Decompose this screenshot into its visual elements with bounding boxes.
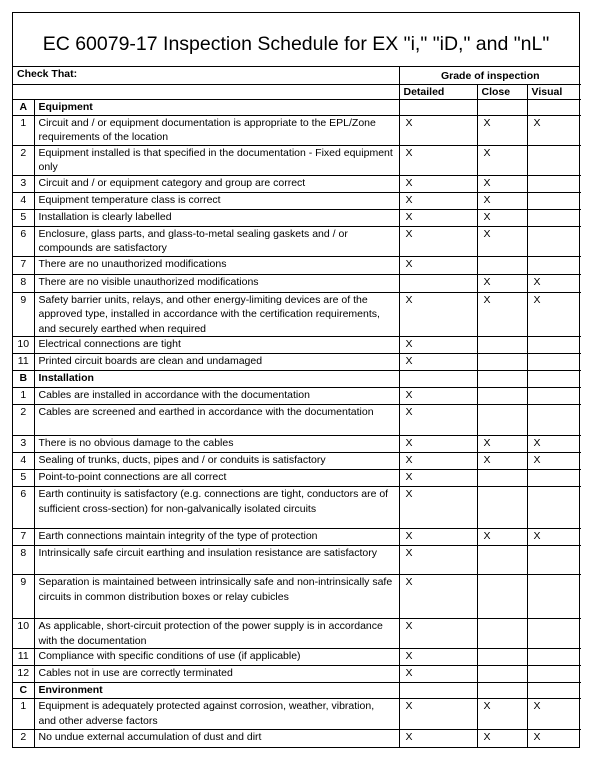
section-cell-visual [527, 371, 581, 388]
detailed-mark: X [399, 529, 477, 546]
detailed-mark: X [399, 145, 477, 175]
visual-mark: X [527, 529, 581, 546]
close-mark [477, 354, 527, 371]
item-number: 4 [13, 453, 34, 470]
table-row [13, 175, 581, 192]
detailed-mark: X [399, 453, 477, 470]
item-number: 6 [13, 487, 34, 529]
close-mark: X [477, 115, 527, 145]
grade-of-inspection-header: Grade of inspection [399, 67, 581, 84]
item-number: 10 [13, 337, 34, 354]
close-mark: X [477, 730, 527, 747]
table-row [13, 470, 581, 487]
table-row [13, 209, 581, 226]
visual-mark [527, 649, 581, 666]
item-description: Compliance with specific conditions of use (if applicable) [34, 649, 399, 666]
item-description: There are no unauthorized modifications [34, 256, 399, 274]
table-row [13, 453, 581, 470]
item-number: 2 [13, 405, 34, 436]
section-cell-close [477, 683, 527, 699]
item-description: Electrical connections are tight [34, 337, 399, 354]
item-description: Intrinsically safe circuit earthing and insulation resistance are satisfactory [34, 546, 399, 575]
visual-mark [527, 405, 581, 436]
header-row-columns [13, 84, 581, 100]
visual-mark [527, 256, 581, 274]
detailed-mark: X [399, 115, 477, 145]
item-number: 11 [13, 649, 34, 666]
item-number: 10 [13, 619, 34, 649]
check-that-label: Check That: [13, 67, 399, 84]
detailed-mark: X [399, 192, 477, 209]
item-number: 1 [13, 388, 34, 405]
item-number: 2 [13, 730, 34, 747]
close-mark [477, 666, 527, 683]
visual-mark [527, 388, 581, 405]
table-row [13, 436, 581, 453]
item-description: Equipment is adequately protected against corrosion, weather, vibration, and other adverse factors [34, 699, 399, 730]
item-number: 9 [13, 292, 34, 337]
visual-mark [527, 226, 581, 256]
detailed-mark: X [399, 575, 477, 619]
item-description: No undue external accumulation of dust and dirt [34, 730, 399, 747]
close-mark [477, 619, 527, 649]
col-detailed-header: Detailed [399, 84, 477, 100]
table-row [13, 649, 581, 666]
section-cell-detailed [399, 100, 477, 116]
section-letter: C [13, 683, 34, 699]
visual-mark [527, 337, 581, 354]
visual-mark: X [527, 699, 581, 730]
visual-mark [527, 145, 581, 175]
detailed-mark: X [399, 487, 477, 529]
item-description: Earth continuity is satisfactory (e.g. connections are tight, conductors are of sufficient cross-section) for non-galvanically isolated circuits [34, 487, 399, 529]
col-close-header: Close [477, 84, 527, 100]
detailed-mark: X [399, 337, 477, 354]
item-description: Equipment installed is that specified in the documentation - Fixed equipment only [34, 145, 399, 175]
section-row [13, 371, 581, 388]
item-description: Sealing of trunks, ducts, pipes and / or conduits is satisfactory [34, 453, 399, 470]
item-description: Circuit and / or equipment documentation is appropriate to the EPL/Zone requirements of the location [34, 115, 399, 145]
section-letter: A [13, 100, 34, 116]
table-row [13, 529, 581, 546]
section-cell-detailed [399, 683, 477, 699]
inspection-table [13, 67, 581, 747]
close-mark [477, 487, 527, 529]
detailed-mark: X [399, 649, 477, 666]
item-description: Separation is maintained between intrinsically safe and non-intrinsically safe circuits in common distribution boxes or relay cubicles [34, 575, 399, 619]
close-mark [477, 337, 527, 354]
visual-mark [527, 487, 581, 529]
item-number: 3 [13, 436, 34, 453]
table-row [13, 226, 581, 256]
close-mark: X [477, 175, 527, 192]
detailed-mark: X [399, 730, 477, 747]
section-row [13, 683, 581, 699]
visual-mark: X [527, 453, 581, 470]
section-cell-detailed [399, 371, 477, 388]
item-description: Circuit and / or equipment category and group are correct [34, 175, 399, 192]
detailed-mark: X [399, 354, 477, 371]
item-description: Point-to-point connections are all correct [34, 470, 399, 487]
table-row [13, 256, 581, 274]
section-cell-close [477, 100, 527, 116]
item-number: 9 [13, 575, 34, 619]
item-description: Cables are installed in accordance with the documentation [34, 388, 399, 405]
visual-mark: X [527, 436, 581, 453]
table-row [13, 388, 581, 405]
item-number: 1 [13, 699, 34, 730]
item-description: There is no obvious damage to the cables [34, 436, 399, 453]
table-row [13, 192, 581, 209]
table-row [13, 575, 581, 619]
item-number: 11 [13, 354, 34, 371]
section-cell-close [477, 371, 527, 388]
table-row [13, 354, 581, 371]
table-row [13, 699, 581, 730]
section-title: Environment [34, 683, 399, 699]
close-mark [477, 388, 527, 405]
item-description: Printed circuit boards are clean and undamaged [34, 354, 399, 371]
detailed-mark: X [399, 546, 477, 575]
item-description: Equipment temperature class is correct [34, 192, 399, 209]
visual-mark [527, 546, 581, 575]
close-mark: X [477, 145, 527, 175]
table-row [13, 115, 581, 145]
section-cell-visual [527, 100, 581, 116]
item-description: Cables are screened and earthed in accordance with the documentation [34, 405, 399, 436]
close-mark: X [477, 436, 527, 453]
section-title: Installation [34, 371, 399, 388]
close-mark: X [477, 274, 527, 292]
visual-mark: X [527, 274, 581, 292]
item-number: 1 [13, 115, 34, 145]
visual-mark: X [527, 115, 581, 145]
close-mark: X [477, 292, 527, 337]
item-description: Safety barrier units, relays, and other energy-limiting devices are of the approved type, installed in accordance with the certification requirements, and securely earthed when required [34, 292, 399, 337]
visual-mark [527, 175, 581, 192]
section-row [13, 100, 581, 116]
visual-mark [527, 575, 581, 619]
table-row [13, 619, 581, 649]
table-row [13, 405, 581, 436]
detailed-mark [399, 274, 477, 292]
detailed-mark: X [399, 226, 477, 256]
close-mark: X [477, 699, 527, 730]
table-row [13, 730, 581, 747]
table-row [13, 337, 581, 354]
visual-mark [527, 470, 581, 487]
detailed-mark: X [399, 699, 477, 730]
detailed-mark: X [399, 292, 477, 337]
item-number: 4 [13, 192, 34, 209]
close-mark: X [477, 226, 527, 256]
table-row [13, 145, 581, 175]
visual-mark: X [527, 292, 581, 337]
close-mark: X [477, 529, 527, 546]
visual-mark [527, 209, 581, 226]
visual-mark [527, 666, 581, 683]
col-visual-header: Visual [527, 84, 581, 100]
visual-mark [527, 192, 581, 209]
item-number: 2 [13, 145, 34, 175]
table-row [13, 292, 581, 337]
detailed-mark: X [399, 470, 477, 487]
detailed-mark: X [399, 436, 477, 453]
item-number: 8 [13, 546, 34, 575]
visual-mark [527, 619, 581, 649]
detailed-mark: X [399, 388, 477, 405]
item-description: Enclosure, glass parts, and glass-to-metal sealing gaskets and / or compounds are satisfactory [34, 226, 399, 256]
visual-mark [527, 354, 581, 371]
item-description: There are no visible unauthorized modifications [34, 274, 399, 292]
header-row-grade [13, 67, 581, 84]
item-number: 7 [13, 256, 34, 274]
detailed-mark: X [399, 209, 477, 226]
detailed-mark: X [399, 405, 477, 436]
item-number: 5 [13, 470, 34, 487]
close-mark [477, 546, 527, 575]
item-description: As applicable, short-circuit protection of the power supply is in accordance with the documentation [34, 619, 399, 649]
table-row [13, 274, 581, 292]
detailed-mark: X [399, 175, 477, 192]
item-number: 7 [13, 529, 34, 546]
item-number: 12 [13, 666, 34, 683]
detailed-mark: X [399, 619, 477, 649]
close-mark [477, 649, 527, 666]
item-description: Earth connections maintain integrity of the type of protection [34, 529, 399, 546]
close-mark: X [477, 209, 527, 226]
close-mark: X [477, 453, 527, 470]
inspection-schedule-page [12, 12, 580, 748]
item-description: Installation is clearly labelled [34, 209, 399, 226]
table-row [13, 546, 581, 575]
item-number: 6 [13, 226, 34, 256]
close-mark [477, 575, 527, 619]
close-mark: X [477, 192, 527, 209]
table-row [13, 487, 581, 529]
detailed-mark: X [399, 666, 477, 683]
section-title: Equipment [34, 100, 399, 116]
section-cell-visual [527, 683, 581, 699]
close-mark [477, 405, 527, 436]
page-title: EC 60079-17 Inspection Schedule for EX "i," "iD," and "nL" [13, 13, 579, 67]
table-row [13, 666, 581, 683]
detailed-mark: X [399, 256, 477, 274]
header-spacer [13, 84, 399, 100]
close-mark [477, 256, 527, 274]
section-letter: B [13, 371, 34, 388]
visual-mark: X [527, 730, 581, 747]
item-number: 8 [13, 274, 34, 292]
item-number: 5 [13, 209, 34, 226]
close-mark [477, 470, 527, 487]
item-number: 3 [13, 175, 34, 192]
item-description: Cables not in use are correctly terminated [34, 666, 399, 683]
